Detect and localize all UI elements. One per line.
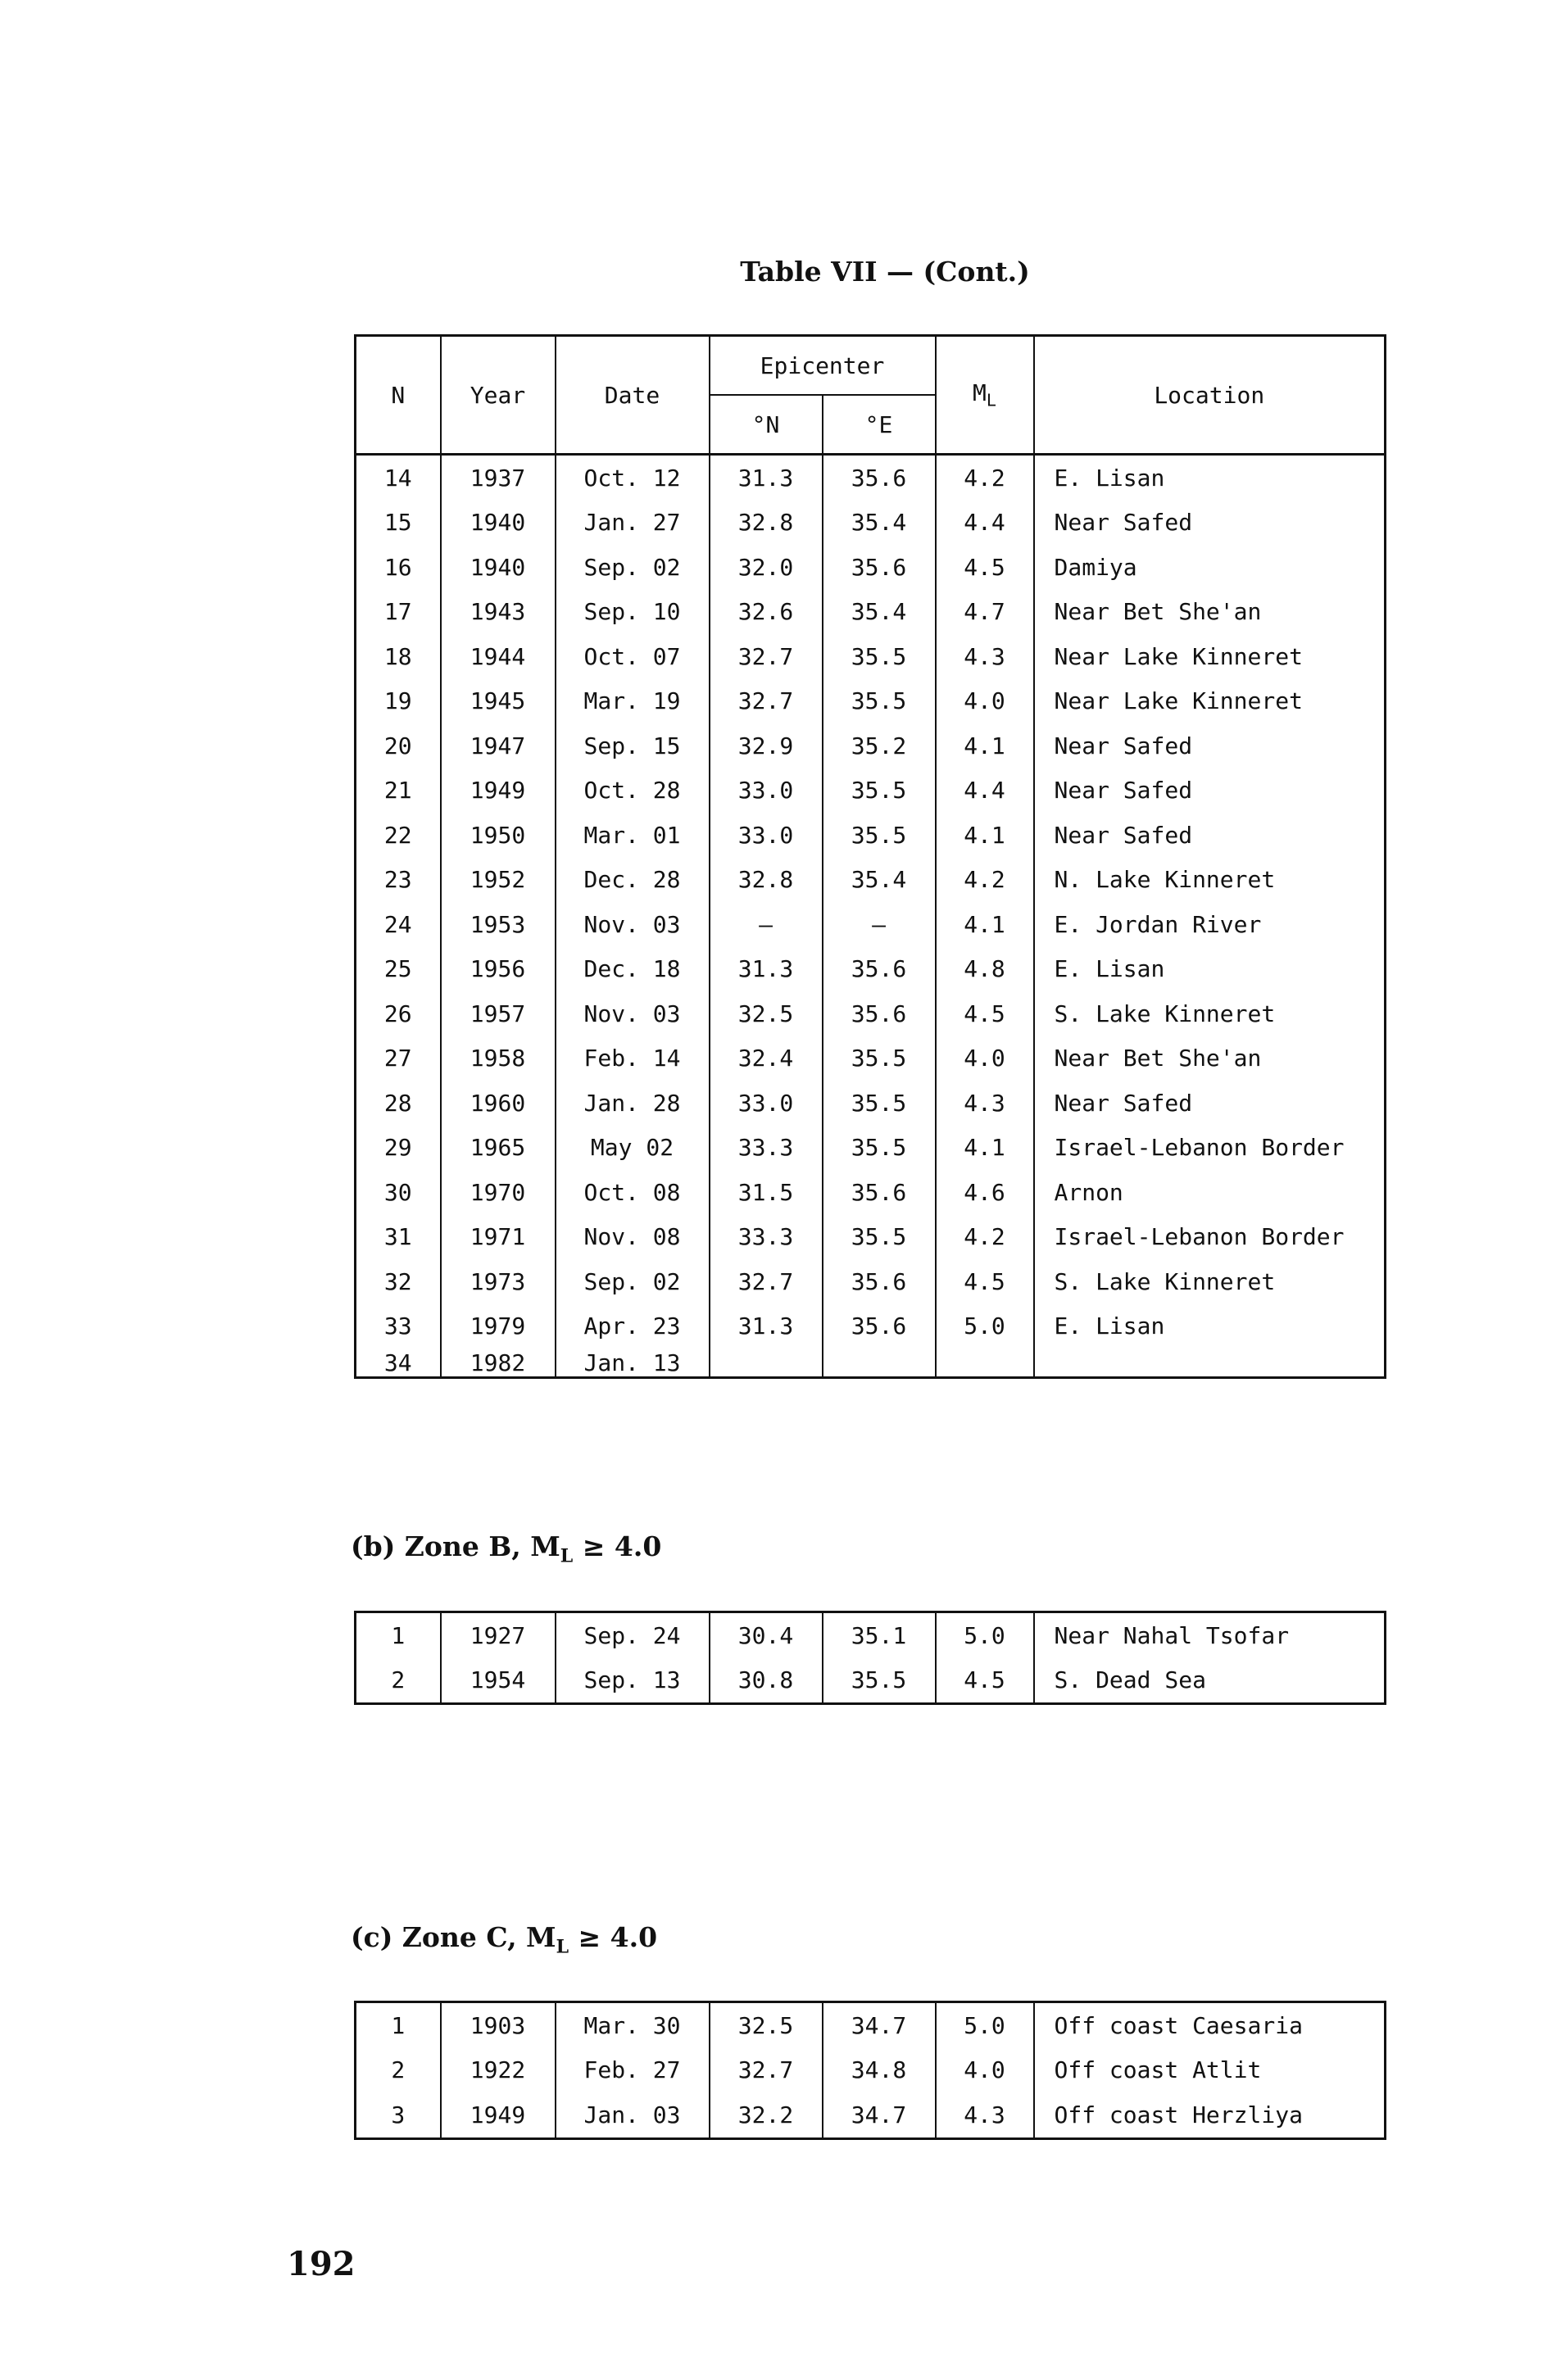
cell-date: Jan. 03: [556, 2092, 710, 2138]
cell-date: Sep. 02: [556, 1259, 710, 1304]
cell-year: 1956: [441, 947, 556, 992]
cell-ml: 5.0: [936, 1612, 1034, 1658]
cell-date: Mar. 01: [556, 813, 710, 858]
page-number: 192: [287, 2245, 356, 2283]
cell-lat: 32.0: [710, 545, 823, 590]
cell-lat: 32.7: [710, 2048, 823, 2093]
cell-lat: 32.5: [710, 991, 823, 1036]
cell-n: 1: [356, 2002, 441, 2048]
table-row: [356, 501, 1386, 546]
cell-location: Damiya: [1034, 545, 1386, 590]
cell-lon: 35.5: [823, 1036, 936, 1081]
cell-n: 27: [356, 1036, 441, 1081]
cell-year: 1943: [441, 590, 556, 635]
cell-lon: 35.5: [823, 813, 936, 858]
cell-location: E. Jordan River: [1034, 902, 1386, 947]
cell-date: Dec. 18: [556, 947, 710, 992]
cell-year: 1952: [441, 858, 556, 903]
cell-date: Jan. 13: [556, 1349, 710, 1378]
cell-lon: 35.2: [823, 723, 936, 768]
cell-lat: 32.7: [710, 634, 823, 679]
cell-location: Near Bet She'an: [1034, 590, 1386, 635]
cell-lon: 35.4: [823, 590, 936, 635]
cell-location: Israel-Lebanon Border: [1034, 1126, 1386, 1171]
cell-lon: 35.6: [823, 947, 936, 992]
cell-lon: 35.4: [823, 501, 936, 546]
cell-lon: 35.5: [823, 1126, 936, 1171]
cell-n: 18: [356, 634, 441, 679]
cell-n: 17: [356, 590, 441, 635]
cell-lon: 35.6: [823, 991, 936, 1036]
cell-location: Near Safed: [1034, 768, 1386, 814]
cell-date: Oct. 08: [556, 1170, 710, 1215]
cell-date: Nov. 03: [556, 902, 710, 947]
col-header-epicenter: Epicenter: [710, 336, 936, 396]
cell-location: Off coast Atlit: [1034, 2048, 1386, 2093]
cell-year: 1982: [441, 1349, 556, 1378]
zone-c-subscript: L: [556, 1936, 569, 1958]
cell-lon: 35.6: [823, 1304, 936, 1349]
cell-ml: 4.7: [936, 590, 1034, 635]
zone-b-heading: [351, 1530, 661, 1567]
cell-date: Feb. 14: [556, 1036, 710, 1081]
table-row: [356, 1170, 1386, 1215]
col-header-date: Date: [556, 336, 710, 455]
cell-year: 1949: [441, 768, 556, 814]
cell-n: 3: [356, 2092, 441, 2138]
cell-n: 30: [356, 1170, 441, 1215]
cell-date: Nov. 08: [556, 1215, 710, 1260]
cell-year: 1922: [441, 2048, 556, 2093]
cell-year: 1903: [441, 2002, 556, 2048]
cell-location: Near Safed: [1034, 723, 1386, 768]
cell-ml: 4.5: [936, 1658, 1034, 1704]
table-row: [356, 1658, 1386, 1704]
table-row: [356, 1081, 1386, 1126]
cell-date: Mar. 19: [556, 679, 710, 724]
cell-date: Feb. 27: [556, 2048, 710, 2093]
cell-n: 32: [356, 1259, 441, 1304]
cell-lon: 35.5: [823, 768, 936, 814]
cell-n: 2: [356, 1658, 441, 1704]
cell-n: 23: [356, 858, 441, 903]
cell-lat: 33.0: [710, 768, 823, 814]
cell-ml: 4.3: [936, 634, 1034, 679]
cell-date: Oct. 07: [556, 634, 710, 679]
cell-lon: 34.7: [823, 2002, 936, 2048]
col-header-lon: °E: [823, 395, 936, 455]
cell-lon: 35.5: [823, 679, 936, 724]
table-row: [356, 723, 1386, 768]
cell-ml: 4.2: [936, 858, 1034, 903]
cell-lon: 35.5: [823, 1215, 936, 1260]
table-row: [356, 590, 1386, 635]
cell-date: Sep. 15: [556, 723, 710, 768]
cell-lat: 33.3: [710, 1126, 823, 1171]
cell-year: 1979: [441, 1304, 556, 1349]
zone-b-threshold: ≥ 4.0: [573, 1530, 662, 1562]
cell-lon: 34.7: [823, 2092, 936, 2138]
col-header-ml: [936, 336, 1034, 455]
cell-year: 1949: [441, 2092, 556, 2138]
table-row: [356, 2002, 1386, 2048]
cell-year: 1950: [441, 813, 556, 858]
cell-lat: 32.8: [710, 501, 823, 546]
zone-c-threshold: ≥ 4.0: [569, 1921, 658, 1953]
cell-n: 16: [356, 545, 441, 590]
cell-year: 1970: [441, 1170, 556, 1215]
cell-date: Sep. 02: [556, 545, 710, 590]
cell-n: 22: [356, 813, 441, 858]
cell-year: 1973: [441, 1259, 556, 1304]
cell-location: Off coast Herzliya: [1034, 2092, 1386, 2138]
cell-date: Jan. 28: [556, 1081, 710, 1126]
cell-year: 1953: [441, 902, 556, 947]
cell-lat: 33.0: [710, 1081, 823, 1126]
cell-location: Near Safed: [1034, 1081, 1386, 1126]
cell-lat: —: [710, 902, 823, 947]
table-title: Table VII — (Cont.): [740, 256, 1030, 288]
cell-lon: 35.5: [823, 634, 936, 679]
cell-lon: 35.6: [823, 1259, 936, 1304]
cell-n: 19: [356, 679, 441, 724]
cell-ml: 4.4: [936, 501, 1034, 546]
col-header-lat: °N: [710, 395, 823, 455]
cell-ml: 4.5: [936, 1259, 1034, 1304]
cell-year: 1927: [441, 1612, 556, 1658]
cell-location: Off coast Caesaria: [1034, 2002, 1386, 2048]
ml-symbol: $M_L$: [973, 379, 996, 410]
cell-location: S. Lake Kinneret: [1034, 991, 1386, 1036]
table-row: [356, 2092, 1386, 2138]
table-row: [356, 1259, 1386, 1304]
cell-ml: 4.1: [936, 902, 1034, 947]
col-header-n: N: [356, 336, 441, 455]
cell-n: 25: [356, 947, 441, 992]
cell-ml: [936, 1349, 1034, 1378]
cell-ml: 4.1: [936, 1126, 1034, 1171]
cell-ml: 4.4: [936, 768, 1034, 814]
cell-location: Near Lake Kinneret: [1034, 679, 1386, 724]
cell-lon: [823, 1349, 936, 1378]
cell-lat: 33.0: [710, 813, 823, 858]
cell-ml: 4.0: [936, 2048, 1034, 2093]
cell-ml: 4.0: [936, 1036, 1034, 1081]
cell-location: Near Safed: [1034, 501, 1386, 546]
cell-ml: 4.5: [936, 991, 1034, 1036]
cell-date: May 02: [556, 1126, 710, 1171]
cell-lon: 34.8: [823, 2048, 936, 2093]
table-row: [356, 1036, 1386, 1081]
cell-year: 1945: [441, 679, 556, 724]
table-row: [356, 947, 1386, 992]
cell-lat: 33.3: [710, 1215, 823, 1260]
cell-location: N. Lake Kinneret: [1034, 858, 1386, 903]
cell-location: [1034, 1349, 1386, 1378]
table-row: [356, 2048, 1386, 2093]
cell-lat: 32.7: [710, 1259, 823, 1304]
cell-ml: 4.1: [936, 723, 1034, 768]
cell-ml: 5.0: [936, 2002, 1034, 2048]
cell-n: 1: [356, 1612, 441, 1658]
table-row: [356, 679, 1386, 724]
cell-year: 1940: [441, 501, 556, 546]
cell-year: 1947: [441, 723, 556, 768]
cell-ml: 4.1: [936, 813, 1034, 858]
cell-lat: 32.2: [710, 2092, 823, 2138]
cell-location: Arnon: [1034, 1170, 1386, 1215]
cell-year: 1944: [441, 634, 556, 679]
cell-lat: 31.3: [710, 455, 823, 501]
cell-date: Sep. 24: [556, 1612, 710, 1658]
cell-date: Sep. 10: [556, 590, 710, 635]
zone-b-label: (b) Zone B, M: [351, 1530, 560, 1562]
cell-n: 28: [356, 1081, 441, 1126]
cell-year: 1971: [441, 1215, 556, 1260]
cell-lat: 30.8: [710, 1658, 823, 1704]
cell-n: 20: [356, 723, 441, 768]
zone-c-label: (c) Zone C, M: [351, 1921, 556, 1953]
cell-location: S. Dead Sea: [1034, 1658, 1386, 1704]
table-row: [356, 1612, 1386, 1658]
cell-lon: 35.1: [823, 1612, 936, 1658]
table-row: [356, 1215, 1386, 1260]
table-row: [356, 768, 1386, 814]
cell-year: 1965: [441, 1126, 556, 1171]
cell-date: Dec. 28: [556, 858, 710, 903]
zone-c-table: [354, 2001, 1386, 2140]
cell-lat: 32.7: [710, 679, 823, 724]
table-row: [356, 1126, 1386, 1171]
cell-date: Mar. 30: [556, 2002, 710, 2048]
zone-c-heading: [351, 1921, 657, 1958]
cell-ml: 4.2: [936, 1215, 1034, 1260]
cell-lat: 32.6: [710, 590, 823, 635]
cell-n: 26: [356, 991, 441, 1036]
cell-lon: 35.6: [823, 545, 936, 590]
cell-n: 14: [356, 455, 441, 501]
cell-n: 24: [356, 902, 441, 947]
cell-location: Near Nahal Tsofar: [1034, 1612, 1386, 1658]
table-row: [356, 902, 1386, 947]
cell-ml: 4.2: [936, 455, 1034, 501]
cell-year: 1957: [441, 991, 556, 1036]
table-row: [356, 1349, 1386, 1378]
cell-lon: 35.5: [823, 1658, 936, 1704]
zone-b-table: [354, 1611, 1386, 1705]
col-header-location: Location: [1034, 336, 1386, 455]
cell-lon: 35.6: [823, 455, 936, 501]
cell-date: Nov. 03: [556, 991, 710, 1036]
cell-location: S. Lake Kinneret: [1034, 1259, 1386, 1304]
cell-year: 1937: [441, 455, 556, 501]
cell-n: 31: [356, 1215, 441, 1260]
cell-date: Oct. 12: [556, 455, 710, 501]
cell-ml: 5.0: [936, 1304, 1034, 1349]
col-header-year: Year: [441, 336, 556, 455]
cell-ml: 4.6: [936, 1170, 1034, 1215]
cell-ml: 4.8: [936, 947, 1034, 992]
cell-date: Oct. 28: [556, 768, 710, 814]
cell-lat: 32.4: [710, 1036, 823, 1081]
table-row: [356, 813, 1386, 858]
table-row: [356, 858, 1386, 903]
cell-n: 15: [356, 501, 441, 546]
cell-date: Apr. 23: [556, 1304, 710, 1349]
cell-location: E. Lisan: [1034, 947, 1386, 992]
cell-n: 29: [356, 1126, 441, 1171]
cell-n: 33: [356, 1304, 441, 1349]
table-row: [356, 991, 1386, 1036]
cell-ml: 4.0: [936, 679, 1034, 724]
cell-lat: 32.5: [710, 2002, 823, 2048]
cell-year: 1958: [441, 1036, 556, 1081]
table-row: [356, 1304, 1386, 1349]
zone-a-table: [354, 334, 1386, 1379]
table-row: [356, 634, 1386, 679]
cell-lon: 35.4: [823, 858, 936, 903]
cell-location: E. Lisan: [1034, 1304, 1386, 1349]
table-row: [356, 455, 1386, 501]
cell-ml: 4.5: [936, 545, 1034, 590]
zone-b-subscript: L: [560, 1545, 574, 1567]
cell-ml: 4.3: [936, 2092, 1034, 2138]
cell-n: 21: [356, 768, 441, 814]
cell-location: E. Lisan: [1034, 455, 1386, 501]
cell-lat: 31.5: [710, 1170, 823, 1215]
cell-year: 1960: [441, 1081, 556, 1126]
cell-lat: 32.9: [710, 723, 823, 768]
cell-lat: [710, 1349, 823, 1378]
cell-lon: —: [823, 902, 936, 947]
cell-n: 34: [356, 1349, 441, 1378]
cell-location: Israel-Lebanon Border: [1034, 1215, 1386, 1260]
cell-date: Sep. 13: [556, 1658, 710, 1704]
cell-year: 1954: [441, 1658, 556, 1704]
cell-lat: 31.3: [710, 947, 823, 992]
cell-lon: 35.5: [823, 1081, 936, 1126]
cell-lat: 30.4: [710, 1612, 823, 1658]
cell-location: Near Safed: [1034, 813, 1386, 858]
table-row: [356, 545, 1386, 590]
cell-lon: 35.6: [823, 1170, 936, 1215]
cell-year: 1940: [441, 545, 556, 590]
cell-location: Near Bet She'an: [1034, 1036, 1386, 1081]
cell-ml: 4.3: [936, 1081, 1034, 1126]
cell-date: Jan. 27: [556, 501, 710, 546]
cell-location: Near Lake Kinneret: [1034, 634, 1386, 679]
cell-lat: 31.3: [710, 1304, 823, 1349]
cell-lat: 32.8: [710, 858, 823, 903]
cell-n: 2: [356, 2048, 441, 2093]
